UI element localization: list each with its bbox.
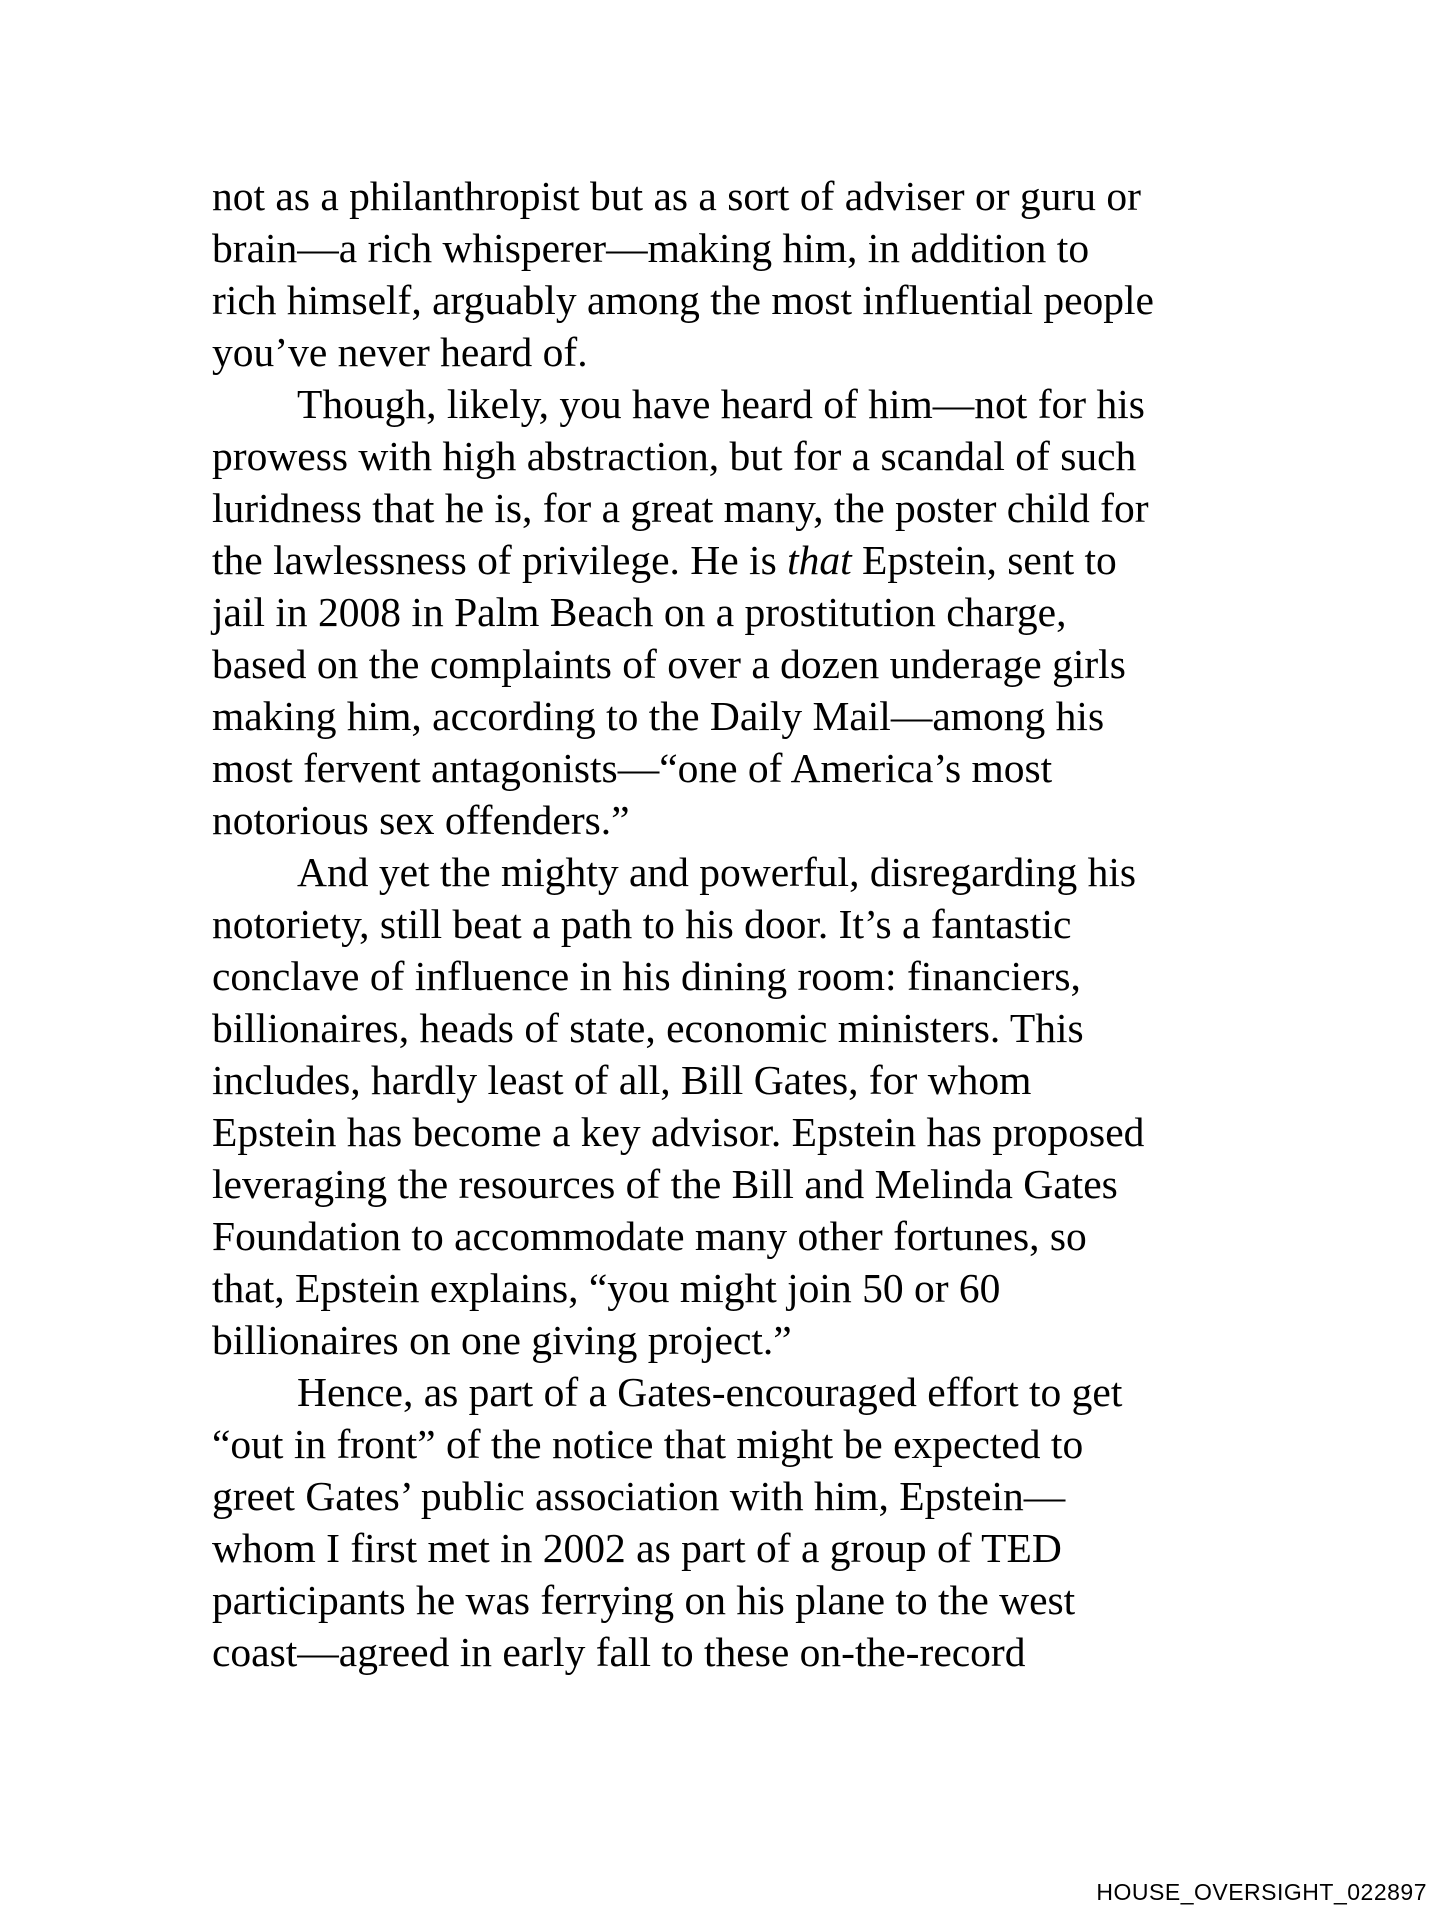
text-line: includes, hardly least of all, Bill Gates, for whom: [212, 1057, 1032, 1103]
text-line: you’ve never heard of.: [212, 329, 588, 375]
text-line: based on the complaints of over a dozen underage girls: [212, 641, 1126, 687]
text-line: notorious sex offenders.”: [212, 797, 630, 843]
text-line: Foundation to accommodate many other fortunes, so: [212, 1213, 1087, 1259]
text-line: billionaires on one giving project.”: [212, 1317, 792, 1363]
text-line: “out in front” of the notice that might be expected to: [212, 1421, 1084, 1467]
text-line: billionaires, heads of state, economic ministers. This: [212, 1005, 1084, 1051]
text-line: brain—a rich whisperer—making him, in addition to: [212, 225, 1090, 271]
text-line: notoriety, still beat a path to his door. It’s a fantastic: [212, 901, 1072, 947]
text-line: participants he was ferrying on his plane to the west: [212, 1577, 1076, 1623]
body-text: [212, 170, 1252, 1678]
emphasis-text: that: [787, 537, 852, 583]
text-run: Epstein, sent to: [851, 537, 1117, 583]
bates-number: HOUSE_OVERSIGHT_022897: [1096, 1879, 1427, 1905]
text-line: Though, likely, you have heard of him—not for his: [297, 381, 1145, 427]
text-run: the lawlessness of privilege. He is: [212, 537, 788, 583]
text-line: coast—agreed in early fall to these on-the-record: [212, 1629, 1026, 1675]
text-line: Epstein has become a key advisor. Epstein has proposed: [212, 1109, 1145, 1155]
text-line: jail in 2008 in Palm Beach on a prostitution charge,: [212, 589, 1067, 635]
text-line: And yet the mighty and powerful, disregarding his: [297, 849, 1137, 895]
text-line-with-emphasis: [212, 534, 1252, 586]
text-line: luridness that he is, for a great many, the poster child for: [212, 485, 1149, 531]
text-line: greet Gates’ public association with him, Epstein—: [212, 1473, 1066, 1519]
text-line: making him, according to the Daily Mail—among his: [212, 693, 1105, 739]
text-line: not as a philanthropist but as a sort of adviser or guru or: [212, 173, 1141, 219]
text-line: most fervent antagonists—“one of America’s most: [212, 745, 1053, 791]
text-line: leveraging the resources of the Bill and Melinda Gates: [212, 1161, 1118, 1207]
text-line: conclave of influence in his dining room: financiers,: [212, 953, 1081, 999]
text-line: whom I first met in 2002 as part of a group of TED: [212, 1525, 1062, 1571]
text-line: that, Epstein explains, “you might join 50 or 60: [212, 1265, 1001, 1311]
text-line: Hence, as part of a Gates-encouraged effort to get: [297, 1369, 1123, 1415]
text-line: rich himself, arguably among the most influential people: [212, 277, 1154, 323]
text-line: prowess with high abstraction, but for a scandal of such: [212, 433, 1137, 479]
